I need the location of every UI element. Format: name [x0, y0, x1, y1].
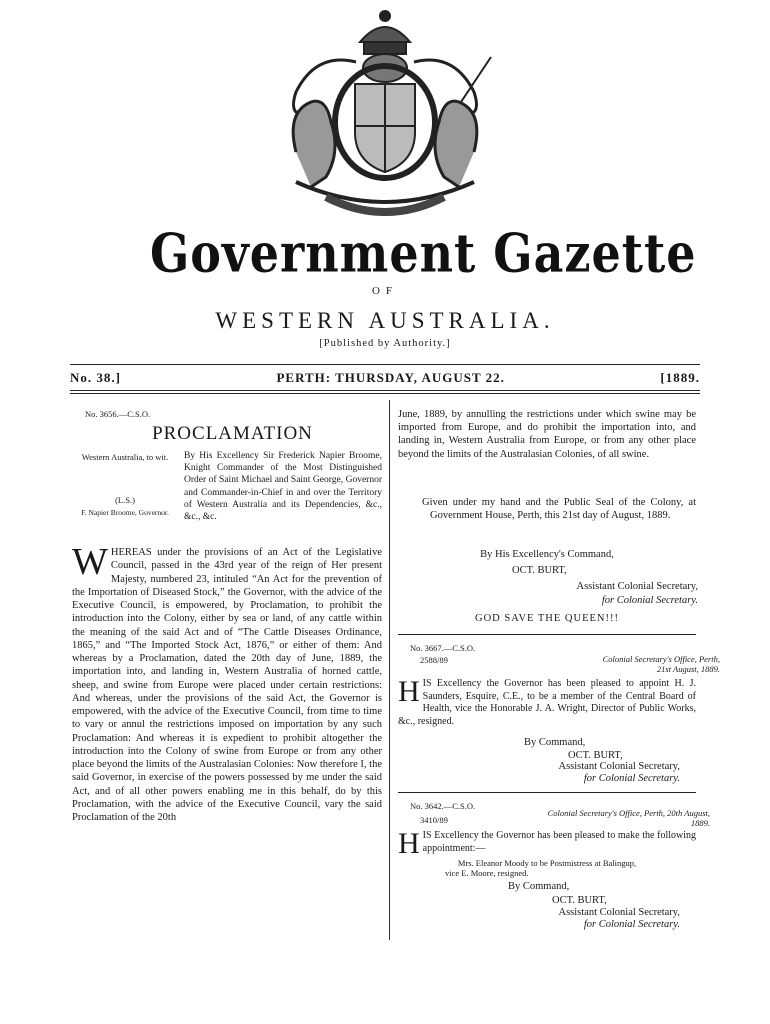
masthead-authority: [Published by Authority.] [319, 338, 451, 349]
masthead-rule-bottom [70, 390, 700, 391]
proclamation-heading: PROCLAMATION [152, 423, 313, 444]
column-divider [389, 400, 390, 940]
notice2-text: IS Excellency the Governor has been pleased to make the following appointment:— [422, 830, 696, 854]
proclamation-drop-cap: W [72, 541, 108, 583]
masthead-rule-top [70, 364, 700, 365]
notice1-command: By Command, [524, 737, 586, 748]
notice2-body [398, 827, 696, 860]
issue-year: [1889. [660, 370, 700, 385]
notice1-body [398, 675, 696, 728]
masthead-of: OF [371, 285, 399, 297]
god-save-the-queen: GOD SAVE THE QUEEN!!! [475, 613, 619, 624]
side-seal: (L.S.) [115, 495, 135, 505]
notice2-office: Colonial Secretary's Office, Perth, 20th August, 1889. [547, 808, 710, 828]
masthead-rule-double [70, 393, 700, 394]
command-line: By His Excellency's Command, [480, 549, 614, 560]
issue-place-date: PERTH: THURSDAY, AUGUST 22. [276, 370, 505, 385]
proclamation-ref: No. 3656.—C.S.O. [85, 409, 151, 419]
gazette-masthead-title: Government Gazette [150, 222, 697, 285]
notice2-signer: OCT. BURT, [552, 895, 607, 906]
side-region: Western Australia, to wit. [81, 452, 169, 462]
masthead-region: WESTERN AUSTRALIA. [215, 308, 555, 333]
notice2-for: for Colonial Secretary. [583, 919, 680, 930]
notice1-file: 2588/89 [420, 655, 448, 665]
notice1-text: IS Excellency the Governor has been pleased to appoint H. J. Saunders, Esquire, C.E., to be a member of the Central Board of Health, vice the Honorable J. A. Wright, Director of Public Works, &c., resigned. [398, 678, 696, 727]
notice-divider-1 [398, 634, 696, 635]
royal-coat-of-arms [256, 2, 514, 226]
notice-divider-2 [398, 792, 696, 793]
proclamation-signer: OCT. BURT, [512, 565, 567, 576]
notice1-office: Colonial Secretary's Office, Perth, 21st August, 1889. [602, 654, 720, 674]
proclamation-signer-title: Assistant Colonial Secretary, [576, 581, 698, 592]
proclamation-continuation: June, 1889, by annulling the restrictions under which swine may be imported from Europe, and do prohibit the importation into, and landing in, Western Australia from Europe, or from any other place beyond the limits of the Australasian Colonies, of all swine. [398, 409, 696, 460]
issue-info-line [70, 370, 700, 386]
notice2-ref: No. 3642.—C.S.O. [410, 801, 476, 811]
notice2-drop-cap: H [398, 827, 420, 860]
notice1-ref: No. 3667.—C.S.O. [410, 643, 476, 653]
given-under-hand: Given under my hand and the Public Seal of the Colony, at Government House, Perth, this 21st day of August, 1889. [422, 497, 696, 522]
side-signature: F. Napier Broome, Governor. [81, 508, 169, 517]
proclamation-body [72, 541, 382, 824]
notice2-appointment-2: vice E. Moore, resigned. [445, 868, 529, 878]
notice1-title: Assistant Colonial Secretary, [558, 761, 680, 772]
notice1-for: for Colonial Secretary. [583, 773, 680, 784]
governor-authority: By His Excellency Sir Frederick Napier Broome, Knight Commander of the Most Distinguished Order of Saint Michael and Saint George, Governor and Commander-in-Chief in and over the Territory of Western Australia and its Dependencies, &c., &c., &c. [184, 451, 382, 523]
notice2-appointment-1: Mrs. Eleanor Moody to be Postmistress at Balingup, [457, 858, 637, 868]
notice2-file: 3410/89 [420, 815, 448, 825]
proclamation-body-text: HEREAS under the provisions of an Act of the Legislative Council, passed in the 43rd year of the reign of Her present Majesty, numbered 23, intituled “An Act for the prevention of the Importation of Diseased Stock,” the Governor, with the advice of the Executive Council, is empowered, by Proclamation, to prohibit the introduction into the Colony, either by sea or land, of any cattle within the meaning of the said Act and of “The Cattle Diseases Ordinance, 1865,” and “The Imported Stock Act, 1876,” or either of them: And whereas by a Proclamation, dated the 20th day of June, 1889, the importation into, and landing in, Western Australia of horned cattle, sheep, and swine from Europe were placed under certain restrictions: And whereas, under the provisions of the said Act, the Governor is empowered, with the advice of the Executive Council, from time to time to vary or annul the restrictions imposed on importation by any such Proclamation: And whereas it is expedient to prohibit altogether the introduction into the Colony of swine from Europe or from any other place beyond the limits of the Australasian Colonies: Now therefore I, the said Governor, in exercise of the powers possessed by me under the said Act, and of all other powers enabling me in this behalf, do by this Proclamation, with the advice of the Executive Council, vary the said Proclamation of the 20th [72, 547, 382, 823]
notice2-command: By Command, [508, 881, 570, 892]
issue-number: No. 38.] [70, 370, 121, 385]
notice1-drop-cap: H [398, 675, 420, 708]
notice2-title: Assistant Colonial Secretary, [558, 907, 680, 918]
notice1-signer: OCT. BURT, [568, 750, 623, 761]
proclamation-signer-for: for Colonial Secretary. [601, 595, 698, 606]
